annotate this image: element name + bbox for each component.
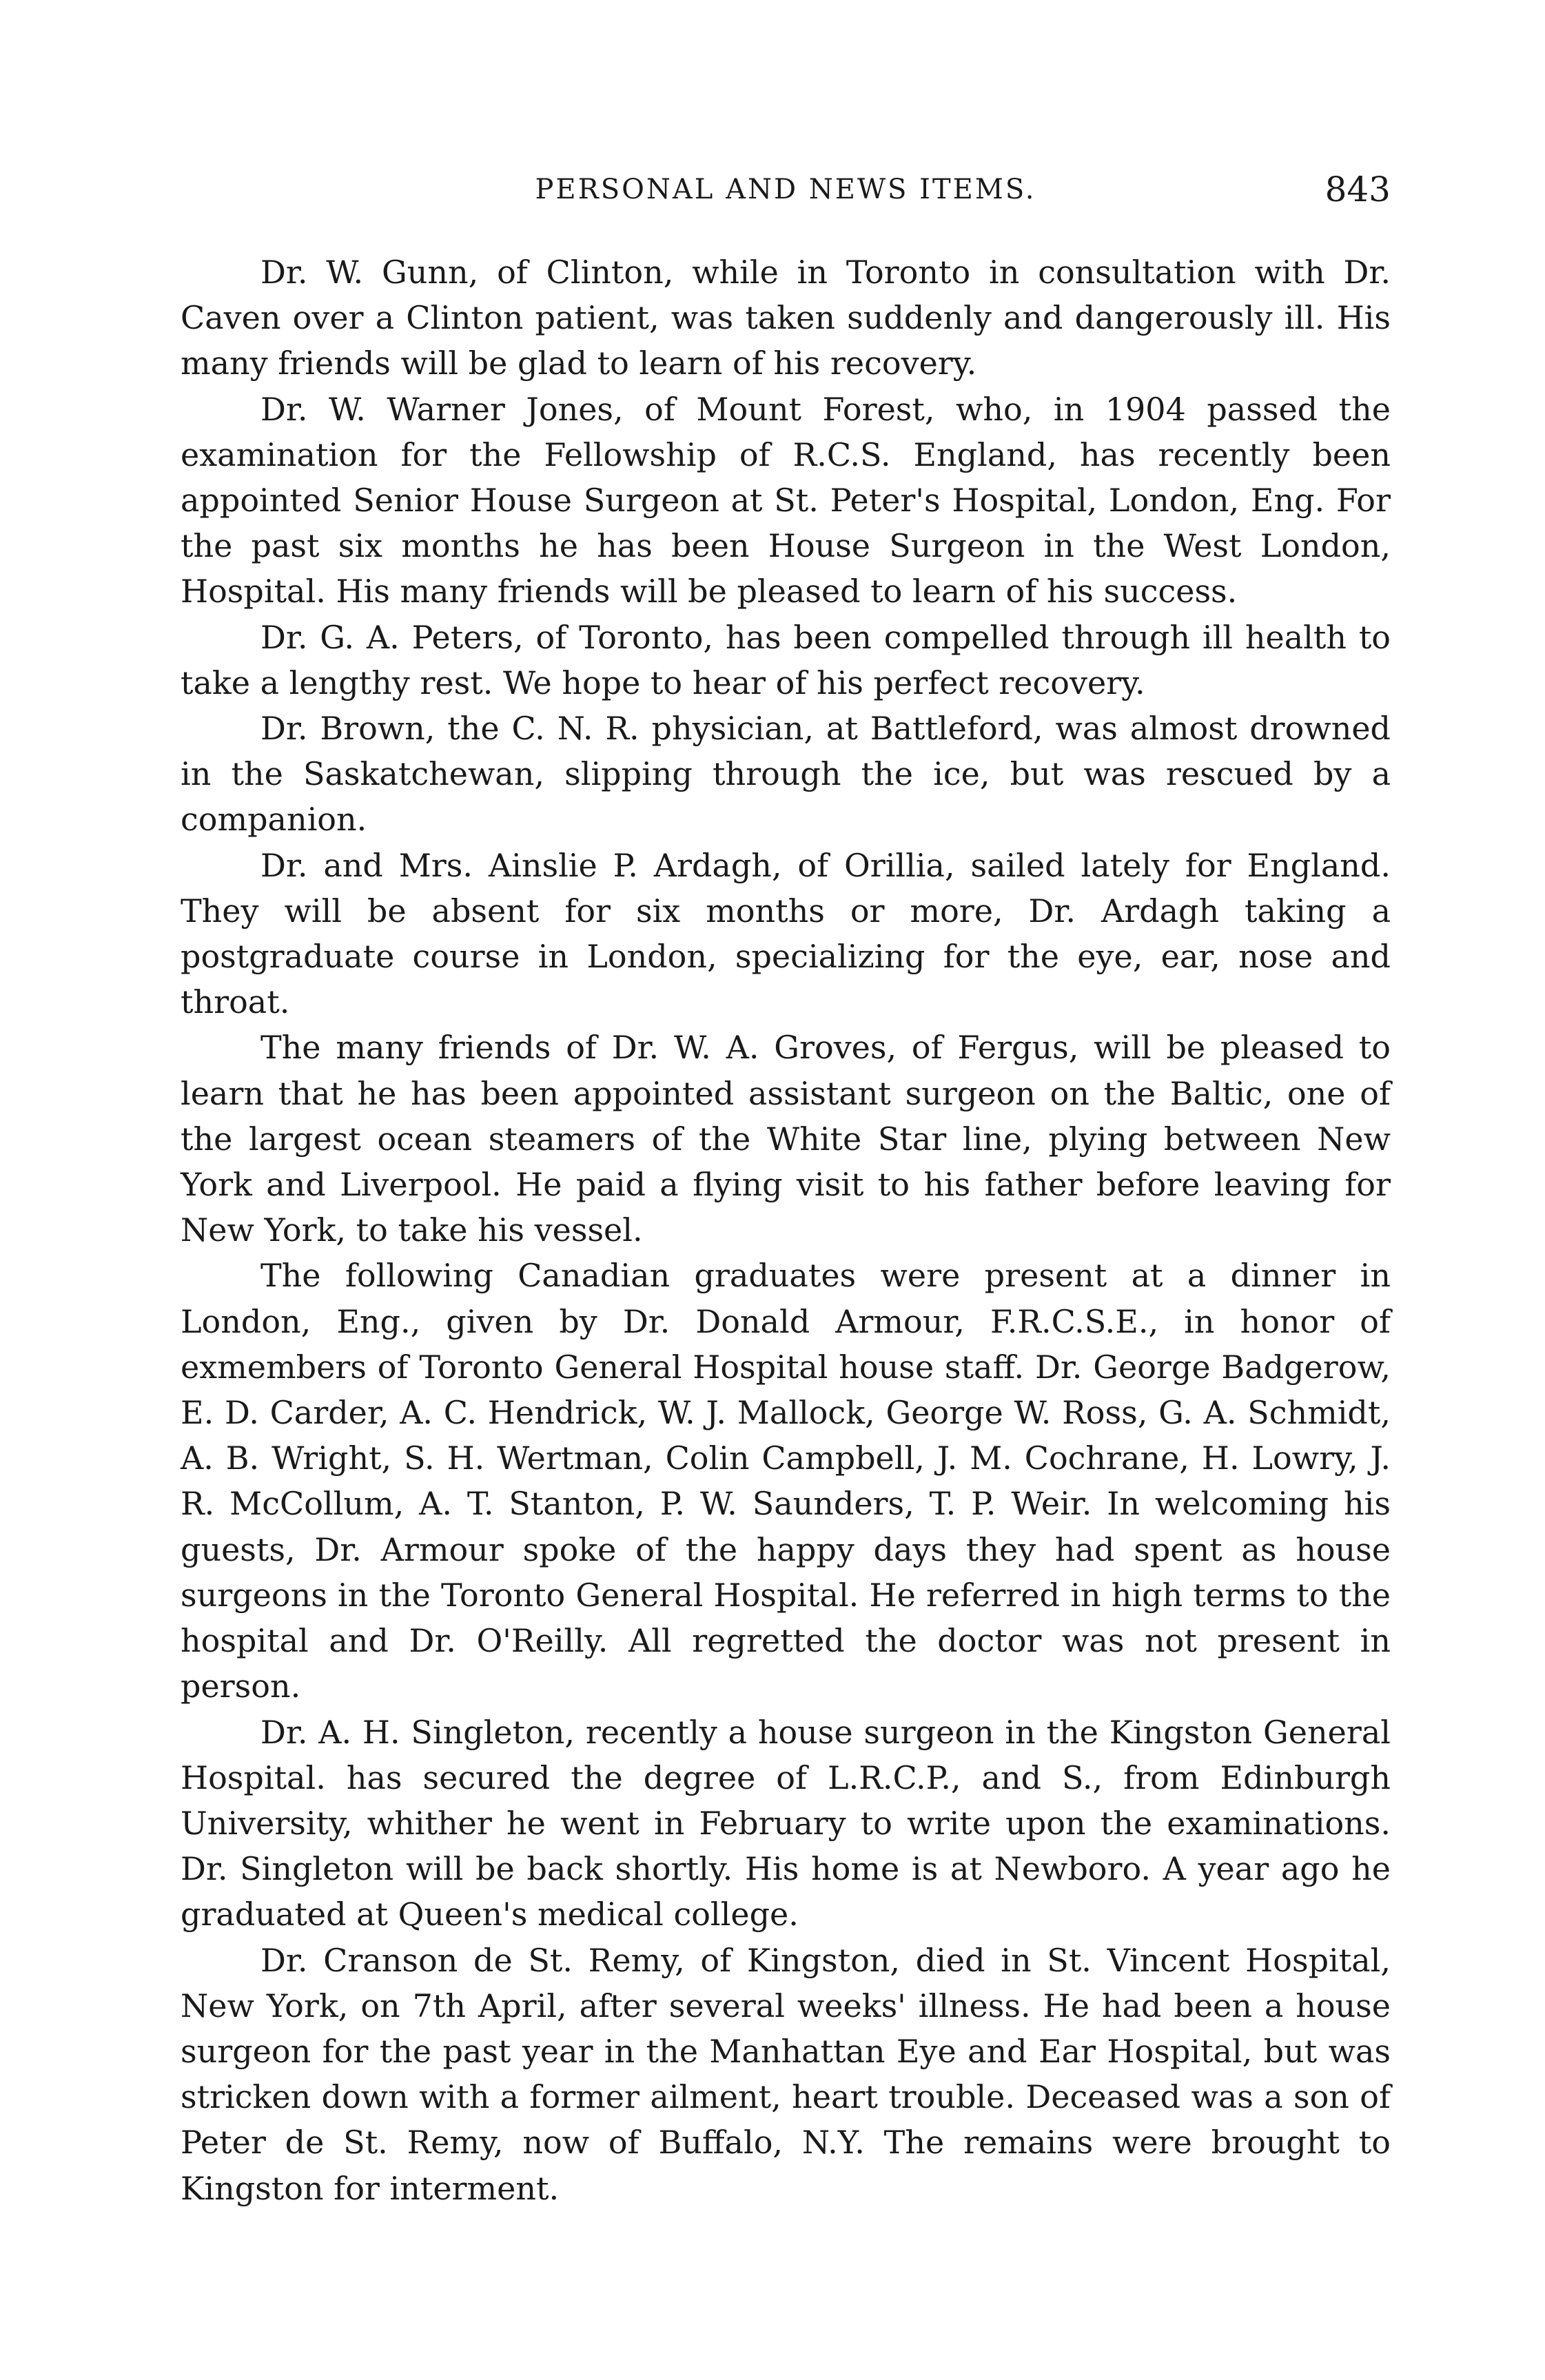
paragraph-warner-jones: Dr. W. Warner Jones, of Mount Forest, who, in 1904 passed the examination for the Fellowship of R.C.S. England, has recently been appointed Senior House Surgeon at St. Peter's Hospital, London, Eng. For the past six months he has been House Surgeon in the West London, Hospital. His many friends will be pleased to learn of his success. [181, 390, 1391, 611]
paragraph-de-st-remy: Dr. Cranson de St. Remy, of Kingston, died in St. Vincent Hospital, New York, on 7th April, after several weeks' illness. He had been a house surgeon for the past year in the Manhattan Eye and Ear Hospital, but was stricken down with a former ailment, heart trouble. Deceased was a son of Peter de St. Remy, now of Buffalo, N.Y. The remains were brought to Kingston for interment. [181, 1941, 1391, 2207]
paragraph-gunn: Dr. W. Gunn, of Clinton, while in Toronto in consultation with Dr. Caven over a Clinton patient, was taken suddenly and dangerously ill. His many friends will be glad to learn of his recovery. [181, 254, 1391, 382]
paragraph-ardagh: Dr. and Mrs. Ainslie P. Ardagh, of Orillia, sailed lately for England. They will be absent for six months or more, Dr. Ardagh taking a postgraduate course in London, specializing for the eye, ear, nose and throat. [181, 846, 1391, 1021]
article-body [181, 249, 1391, 2211]
paragraph-groves: The many friends of Dr. W. A. Groves, of Fergus, will be pleased to learn that he has been appointed assistant surgeon on the Baltic, one of the largest ocean steamers of the White Star line, plying between New York and Liverpool. He paid a flying visit to his father before leaving for New York, to take his vessel. [181, 1029, 1391, 1249]
paragraph-brown: Dr. Brown, the C. N. R. physician, at Battleford, was almost drowned in the Saskatchewan, slipping through the ice, but was rescued by a companion. [181, 710, 1391, 839]
paragraph-singleton: Dr. A. H. Singleton, recently a house surgeon in the Kingston General Hospital. has secured the degree of L.R.C.P., and S., from Edinburgh University, whither he went in February to write upon the examinations. Dr. Singleton will be back shortly. His home is at Newboro. A year ago he graduated at Queen's medical college. [181, 1713, 1391, 1933]
running-header [181, 165, 1391, 214]
paragraph-peters: Dr. G. A. Peters, of Toronto, has been compelled through ill health to take a lengthy rest. We hope to hear of his perfect recovery. [181, 618, 1391, 701]
page-number: 843 [1324, 170, 1391, 209]
running-title: PERSONAL AND NEWS ITEMS. [535, 174, 1036, 205]
paragraph-graduates-dinner: The following Canadian graduates were present at a dinner in London, Eng., given by Dr. Donald Armour, F.R.C.S.E., in honor of exmembers of Toronto General Hospital house staff. Dr. George Badgerow, E. D. Carder, A. C. Hendrick, W. J. Mallock, George W. Ross, G. A. Schmidt, A. B. Wright, S. H. Wertman, Colin Campbell, J. M. Cochrane, H. Lowry, J. R. McCollum, A. T. Stanton, P. W. Saunders, T. P. Weir. In welcoming his guests, Dr. Armour spoke of the happy days they had spent as house surgeons in the Toronto General Hospital. He referred in high terms to the hospital and Dr. O'Reilly. All regretted the doctor was not present in person. [181, 1257, 1391, 1705]
